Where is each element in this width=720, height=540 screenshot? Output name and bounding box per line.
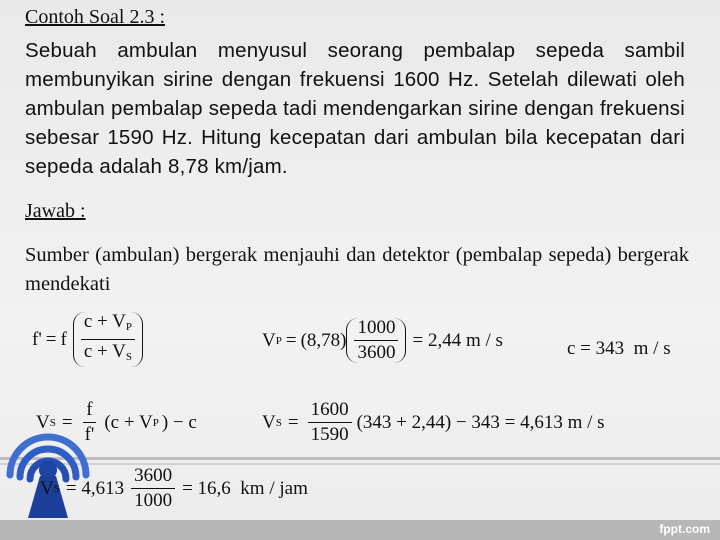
footer-band <box>0 520 720 540</box>
slide-title: Contoh Soal 2.3 : <box>25 6 166 28</box>
divider-stripe <box>0 457 720 460</box>
fraction: $\frac{3600}{1000}$ <box>131 466 175 511</box>
equation-vp: V P = (8,78) $\frac{1000}{3600}$ = 2,44 m / s <box>262 317 503 363</box>
equation-vs-formula: V S = $\frac{f}{f'}$ (c + V P ) − c <box>36 399 197 445</box>
problem-text: Sebuah ambulan menyusul seorang pembalap sepeda sambil membunyikan sirine dengan frekuensi 1600 Hz. Setelah dilewati oleh ambulan pembalap sepeda tadi mendengarkan sirine dengan frekuensi sebesar 1590 Hz. Hitung kecepatan dari ambulan bila kecepatan dari sepeda adalah 8,78 km/jam. <box>25 39 685 178</box>
fraction: $\frac{1600}{1590}$ <box>308 400 352 445</box>
equation-vs-kmh: V S = 4,613 $\frac{3600}{1000}$ = 16,6 km / jam <box>40 465 308 511</box>
equation-c: c = 343 m / s <box>567 338 671 359</box>
watermark: fppt.com <box>659 522 710 536</box>
divider-stripe <box>0 463 720 465</box>
equation-vs-result: V S = $\frac{1600}{1590}$ (343 + 2,44) − 343 = 4,613 m / s <box>262 399 605 445</box>
fraction: $\frac{1000}{3600}$ <box>354 318 398 363</box>
fraction: $\frac{c + V_P}{c + V_S}$ <box>81 312 135 367</box>
answer-text: Sumber (ambulan) bergerak menjauhi dan detektor (pembalap sepeda) bergerak mendekati <box>25 244 689 295</box>
fraction: $\frac{f}{f'}$ <box>84 399 95 445</box>
answer-label: Jawab : <box>25 200 86 222</box>
equation-doppler: f' = f $\frac{c + V_P}{c + V_S}$ <box>32 312 143 367</box>
